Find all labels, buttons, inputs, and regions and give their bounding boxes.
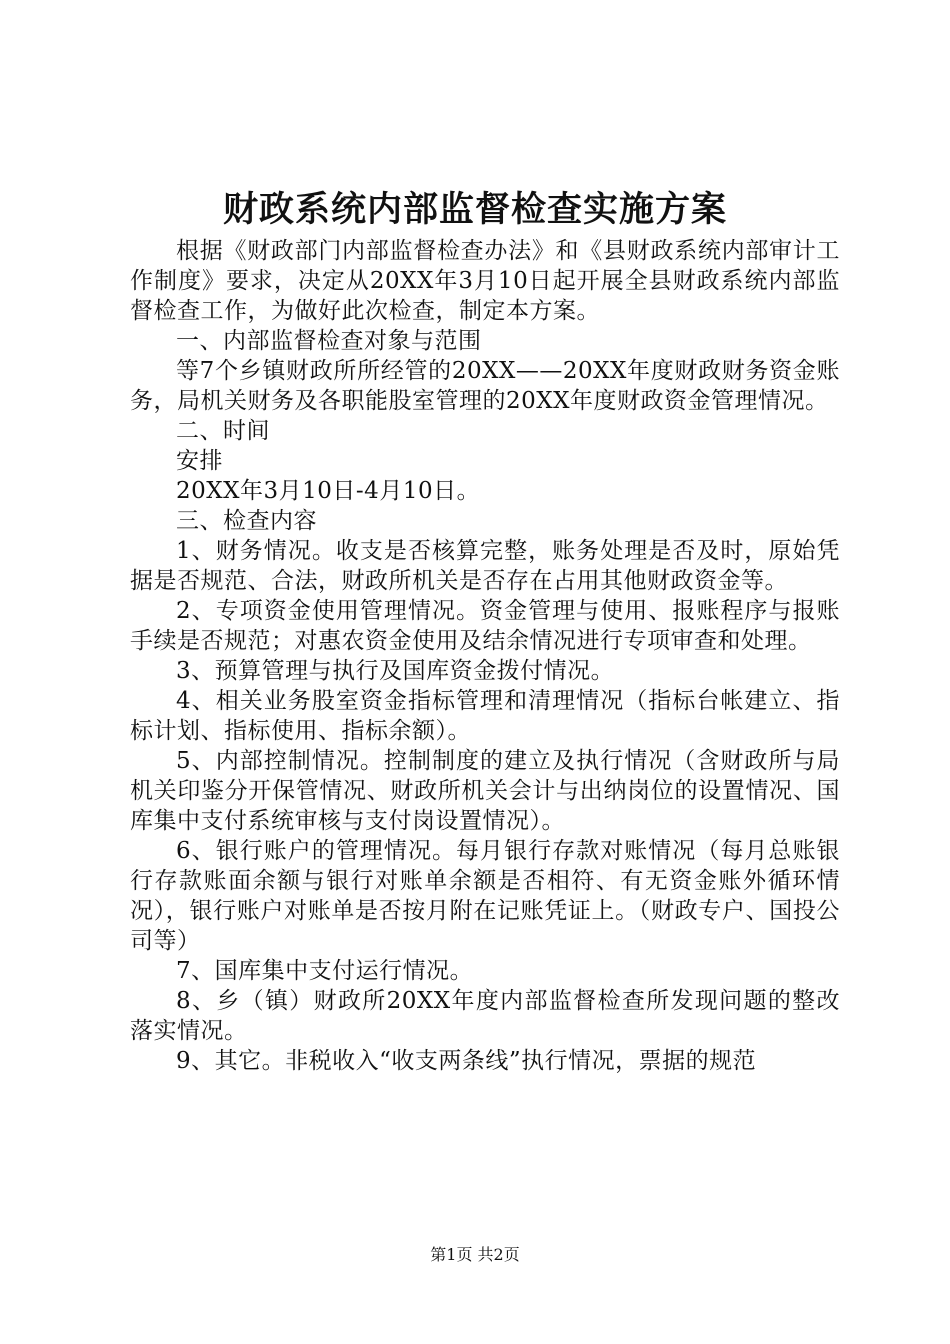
list-item-8: 8、乡（镇）财政所20XX年度内部监督检查所发现问题的整改落实情况。: [130, 988, 840, 1044]
page-number-footer: 第1页 共2页: [430, 1245, 520, 1264]
list-item-6: 6、银行账户的管理情况。每月银行存款对账情况（每月总账银行存款账面余额与银行对账单余额是否相符、有无资金账外循环情况），银行账户对账单是否按月附在记账凭证上。（财政专户、国投公司等）: [130, 838, 840, 954]
paragraph-date-range: 20XX年3月10日-4月10日。: [176, 478, 481, 504]
section-heading-time: 二、时间: [176, 418, 270, 444]
paragraph-intro: 根据《财政部门内部监督检查办法》和《县财政系统内部审计工作制度》要求，决定从20XX年3月10日起开展全县财政系统内部监督检查工作，为做好此次检查，制定本方案。: [130, 238, 840, 324]
section-heading-scope: 一、内部监督检查对象与范围: [176, 328, 482, 354]
section-heading-content: 三、检查内容: [176, 508, 317, 534]
document-body: [130, 236, 840, 1076]
document-title: 财政系统内部监督检查实施方案: [222, 189, 727, 230]
list-item-7: 7、国库集中支付运行情况。: [176, 958, 474, 984]
list-item-4: 4、相关业务股室资金指标管理和清理情况（指标台帐建立、指标计划、指标使用、指标余额）。: [130, 688, 840, 744]
paragraph-scope: 等7个乡镇财政所所经管的20XX——20XX年度财政财务资金账务，局机关财务及各职能股室管理的20XX年度财政资金管理情况。: [130, 358, 840, 414]
list-item-3: 3、预算管理与执行及国库资金拨付情况。: [176, 658, 615, 684]
list-item-9: 9、其它。非税收入“收支两条线”执行情况，票据的规范: [176, 1048, 757, 1074]
paragraph-arrangement: 安排: [176, 448, 223, 474]
list-item-2: 2、专项资金使用管理情况。资金管理与使用、报账程序与报账手续是否规范；对惠农资金使用及结余情况进行专项审查和处理。: [130, 598, 840, 654]
list-item-1: 1、财务情况。收支是否核算完整，账务处理是否及时，原始凭据是否规范、合法，财政所机关是否存在占用其他财政资金等。: [130, 538, 840, 594]
list-item-5: 5、内部控制情况。控制制度的建立及执行情况（含财政所与局机关印鉴分开保管情况、财政所机关会计与出纳岗位的设置情况、国库集中支付系统审核与支付岗设置情况）。: [130, 748, 840, 834]
